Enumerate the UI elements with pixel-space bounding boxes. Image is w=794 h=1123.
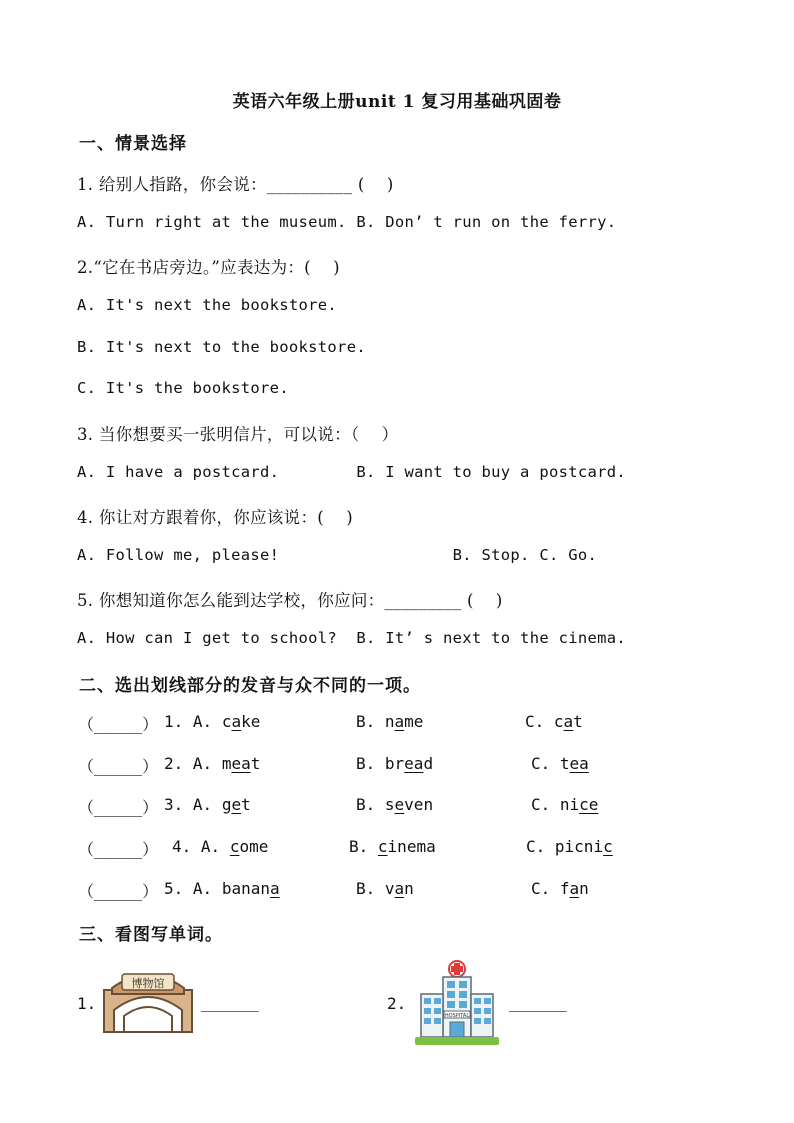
phonics-row (78, 837, 718, 859)
picture-2-number: 2. (387, 994, 407, 1013)
phonics-row (78, 795, 718, 817)
option-c: C. cat (525, 712, 583, 731)
phonics-row (78, 879, 718, 901)
section-2-heading: 二、选出划线部分的发音与众不同的一项。 (79, 676, 421, 696)
museum-sign-text: 博物馆 (131, 977, 165, 990)
answer-blank[interactable]: （_____） (78, 882, 159, 901)
hospital-sign-text: HOSPITAL (444, 1013, 470, 1019)
picture-1-number: 1. (77, 994, 97, 1013)
option-b: B. seven (356, 795, 434, 814)
option-a: 2. A. meat (164, 754, 261, 773)
answer-blank[interactable]: （_____） (78, 840, 159, 859)
option-c: C. picnic (526, 837, 613, 856)
answer-blank[interactable]: （_____） (78, 798, 159, 817)
phonics-row (78, 712, 718, 734)
answer-blank[interactable]: （_____） (78, 757, 159, 776)
option-c: C. tea (531, 754, 589, 773)
question-4: 4. 你让对方跟着你，你应该说：( ) (77, 508, 353, 527)
option-a: 1. A. cake (164, 712, 261, 731)
option-c: C. nice (531, 795, 599, 814)
question-3-options: A. I have a postcard. B. I want to buy a postcard. (77, 463, 627, 481)
option-a: 5. A. banana (164, 879, 280, 898)
question-3: 3. 当你想要买一张明信片，可以说：（ ） (77, 425, 399, 444)
question-2: 2.“它在书店旁边。”应表达为：( ) (77, 258, 340, 277)
page-title: 英语六年级上册unit 1 复习用基础巩固卷 (232, 92, 562, 112)
option-b: B. cinema (349, 837, 436, 856)
museum-icon (102, 966, 194, 1034)
option-b: B. van (356, 879, 414, 898)
phonics-row (78, 754, 718, 776)
question-2-option-b: B. It's next to the bookstore. (77, 338, 366, 356)
question-5-options: A. How can I get to school? B. It’ s next to the cinema. (77, 629, 627, 647)
question-1-options: A. Turn right at the museum. B. Don’ t run on the ferry. (77, 213, 617, 231)
question-4-options: A. Follow me, please! B. Stop. C. Go. (77, 546, 598, 564)
question-2-option-a: A. It's next the bookstore. (77, 296, 338, 314)
question-2-option-c: C. It's the bookstore. (77, 379, 289, 397)
option-b: B. name (356, 712, 424, 731)
option-b: B. bread (356, 754, 434, 773)
question-5: 5. 你想知道你怎么能到达学校，你应问：_________ ( ) (77, 591, 503, 610)
answer-blank[interactable]: （_____） (78, 715, 159, 734)
section-3-heading: 三、看图写单词。 (79, 925, 223, 945)
option-a: 4. A. come (172, 837, 269, 856)
question-1: 1. 给别人指路，你会说：__________ ( ) (77, 175, 394, 194)
section-1-heading: 一、情景选择 (79, 134, 187, 154)
hospital-icon (415, 960, 499, 1046)
answer-line-2[interactable]: ______ (509, 993, 567, 1012)
answer-line-1[interactable]: ______ (201, 993, 259, 1012)
option-a: 3. A. get (164, 795, 251, 814)
option-c: C. fan (531, 879, 589, 898)
